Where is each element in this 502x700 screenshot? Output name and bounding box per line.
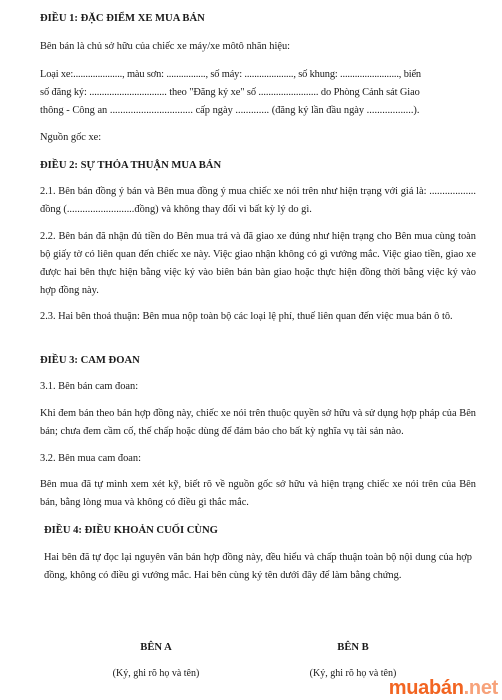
vehicle-details-line-3: thông - Công an ................................ cấp ngày ............. (đăng ký lần đầu ngày ..................). [40,105,420,116]
article-1-intro: Bên bán là chủ sở hữu của chiếc xe máy/xe môtô nhãn hiệu: [40,41,291,52]
seller-commitment-title: 3.1. Bên bán cam đoan: [40,381,139,392]
watermark-tld: .net [463,677,498,699]
buyer-commitment-text: Bên mua đã tự mình xem xét kỹ, biết rõ về nguồn gốc sở hữu và hiện trạng chiếc xe nói trên của Bên bán, bằng lòng mua và không có điều gì thắc mắc. [40,479,476,508]
party-a-label: BÊN A [140,642,172,653]
party-b-note: (Ký, ghi rõ họ và tên) [309,668,397,679]
article-2-heading: ĐIỀU 2: SỰ THỎA THUẬN MUA BÁN [40,160,222,171]
article-3-heading: ĐIỀU 3: CAM ĐOAN [40,355,140,366]
party-a-note: (Ký, ghi rõ họ và tên) [112,668,200,679]
seller-commitment-text: Khi đem bán theo bản hợp đồng này, chiếc xe nói trên thuộc quyền sở hữu và sử dụng hợp pháp của Bên bán; chưa đem cầm cố, thế chấp hoặc dùng để đảm bảo cho bất kỳ nghĩa vụ tài sản nào. [40,408,476,437]
party-b-signature [288,641,418,681]
party-b-label: BÊN B [337,642,369,653]
article-2-3: 2.3. Hai bên thoả thuận: Bên mua nộp toàn bộ các loại lệ phí, thuế liên quan đến việc mua bán ô tô. [40,311,453,322]
article-4-text: Hai bên đã tự đọc lại nguyên văn bản hợp đồng này, đều hiểu và chấp thuận toàn bộ nội dung của hợp đồng, không có điều gì vướng mắc. Hai bên cùng ký tên dưới đây để làm bằng chứng. [44,552,472,581]
vehicle-details-line-2: số đăng ký: ............................... theo "Đăng ký xe" số ........................ do Phòng Cảnh sát Giao [40,87,420,98]
buyer-commitment-title: 3.2. Bên mua cam đoan: [40,453,141,464]
muaban-watermark-logo [389,676,498,700]
watermark-main: muabán [388,677,464,699]
vehicle-details-line-1: Loại xe:...................., màu sơn: ................, số máy: ...................., số khung: ........................, biển [40,69,421,80]
article-2-1: 2.1. Bên bán đồng ý bán và Bên mua đồng ý mua chiếc xe nói trên như hiện trạng với giá là: .................. đồng (..........................đồng) và không thay đổi vì bất kỳ lý do gì. [40,186,476,215]
vehicle-origin: Nguồn gốc xe: [40,132,102,143]
article-4-heading: ĐIỀU 4: ĐIỀU KHOẢN CUỐI CÙNG [44,525,218,536]
article-2-2: 2.2. Bên bán đã nhận đủ tiền do Bên mua trả và đã giao xe đúng như hiện trạng cho Bên mua cùng toàn bộ giấy tờ có liên quan đến chiếc xe này. Việc giao nhận không có gì vướng mắc. Việc giao tiền, giao xe được hai bên thực hiện bằng việc ký vào biên bản bàn giao hoặc thực hiện đồng thời bằng việc ký vào hợp đồng này. [40,231,476,296]
article-1-heading: ĐIỀU 1: ĐẶC ĐIỂM XE MUA BÁN [40,13,205,24]
party-a-signature [91,641,221,681]
